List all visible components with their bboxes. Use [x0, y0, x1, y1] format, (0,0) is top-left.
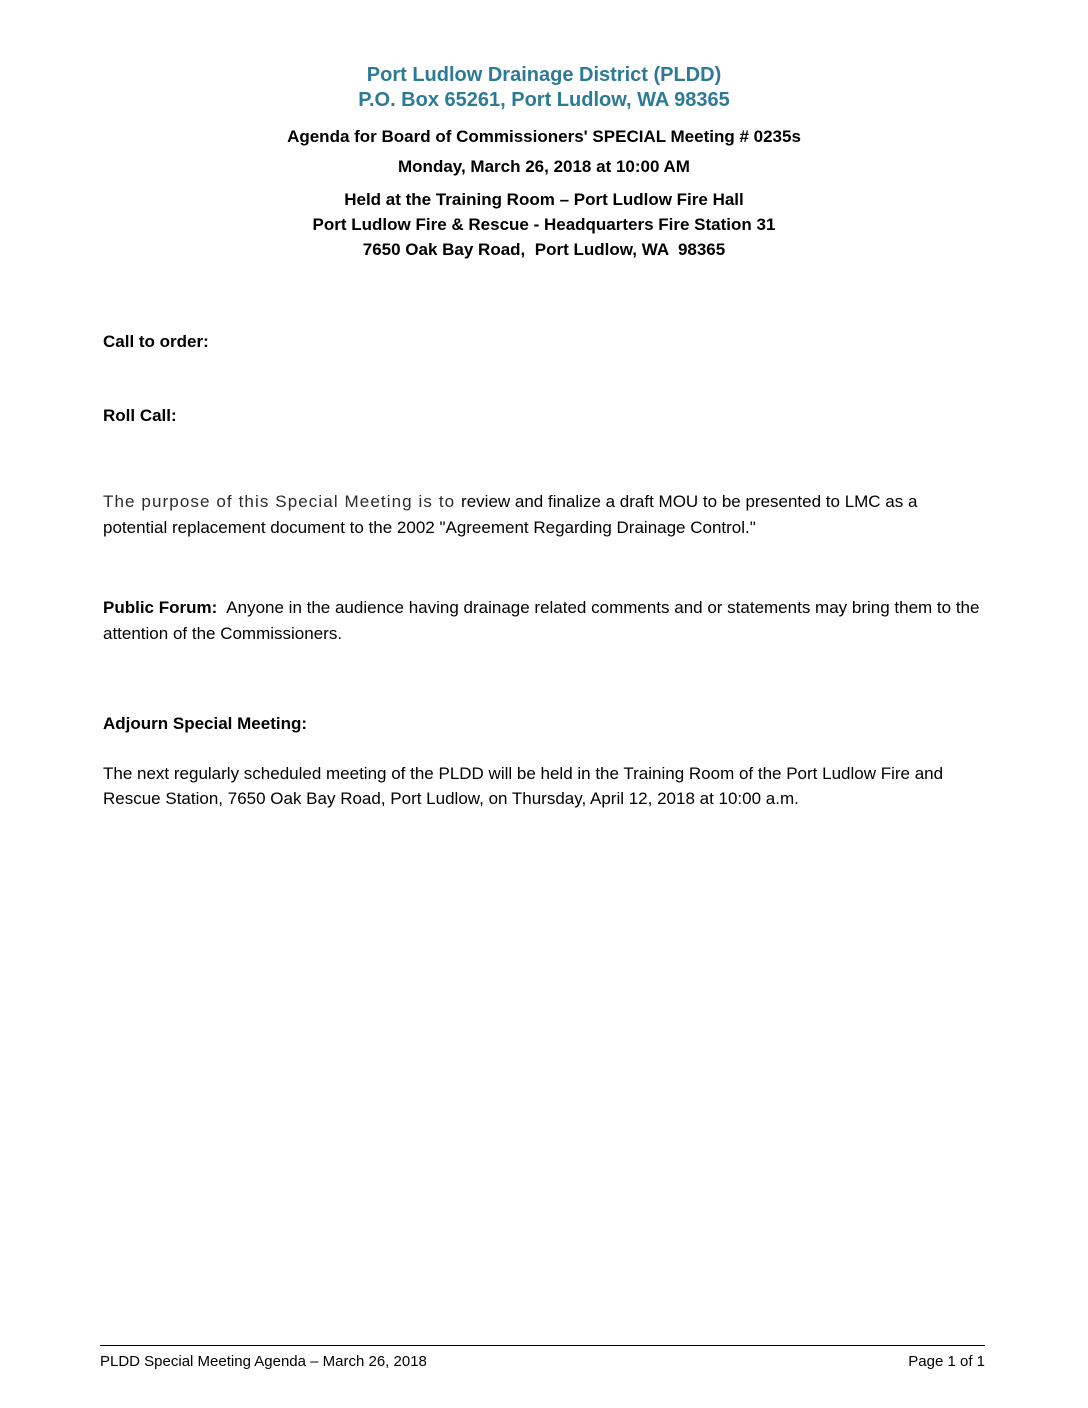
purpose-paragraph: [103, 489, 985, 541]
agenda-title: Agenda for Board of Commissioners' SPECIAL Meeting # 0235s: [287, 127, 801, 146]
next-meeting-paragraph: The next regularly scheduled meeting of the PLDD will be held in the Training Room of the Port Ludlow Fire and Rescue Station, 7650 Oak Bay Road, Port Ludlow, on Thursday, April 12, 2018 at 10:00 a.m.: [103, 764, 944, 808]
meeting-location: [0, 187, 1088, 262]
adjourn-heading: Adjourn Special Meeting:: [103, 714, 308, 733]
footer-page-number: Page 1 of 1: [908, 1353, 985, 1370]
location-line-2: Port Ludlow Fire & Rescue - Headquarters Fire Station 31: [312, 215, 776, 234]
purpose-intro-text: The purpose of this Special Meeting is to: [103, 492, 462, 511]
purpose-body-text: review and finalize a draft MOU to be presented to LMC as a potential replacement document to the 2002 "Agreement Regarding Drainage Control.": [103, 492, 918, 537]
call-to-order-heading: Call to order:: [103, 332, 209, 351]
page-footer: [100, 1345, 985, 1371]
meeting-datetime: Monday, March 26, 2018 at 10:00 AM: [398, 157, 690, 176]
location-line-1: Held at the Training Room – Port Ludlow Fire Hall: [344, 190, 744, 209]
agenda-body: [0, 332, 1088, 811]
public-forum-body-text: Anyone in the audience having drainage related comments and or statements may bring them to the attention of the Commissioners.: [103, 598, 980, 643]
footer-document-title: PLDD Special Meeting Agenda – March 26, 2018: [100, 1353, 427, 1370]
roll-call-heading: Roll Call:: [103, 406, 177, 425]
org-address: P.O. Box 65261, Port Ludlow, WA 98365: [358, 89, 730, 111]
org-name: Port Ludlow Drainage District (PLDD): [366, 64, 722, 86]
location-line-3: 7650 Oak Bay Road, Port Ludlow, WA 98365: [362, 240, 726, 259]
public-forum-label: Public Forum:: [103, 598, 218, 617]
letterhead: [0, 0, 1088, 262]
public-forum-paragraph: [103, 595, 985, 647]
